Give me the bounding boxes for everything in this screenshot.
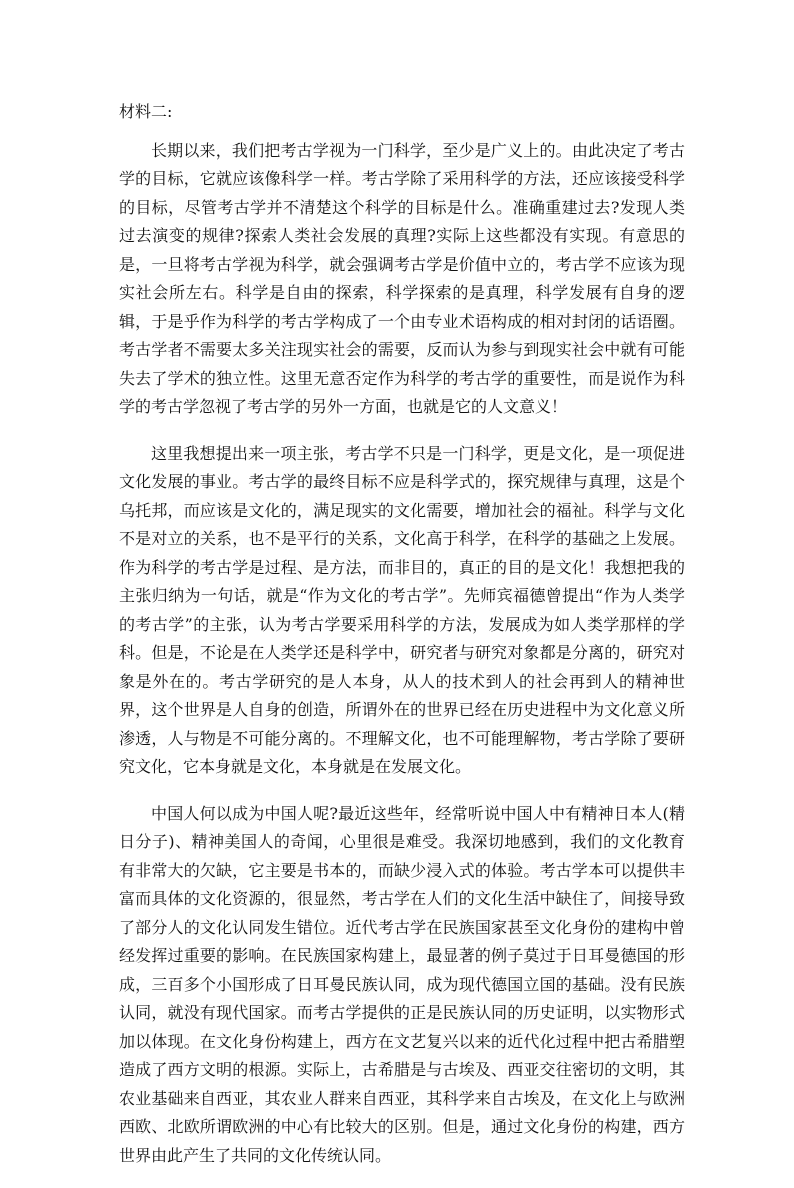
paragraph-3: 中国人何以成为中国人呢?最近这些年，经常听说中国人中有精神日本人(精日分子)、精神美国人的奇闻，心里很是难受。我深切地感到，我们的文化教育有非常大的欠缺，它主要是书本的，而缺少浸入式的体验。考古学本可以提供丰富而具体的文化资源的，很显然，考古学在人们的文化生活中缺住了，间接导致了部分人的文化认同发生错位。近代考古学在民族国家甚至文化身份的建构中曾经发挥过重要的影响。在民族国家构建上，最显著的例子莫过于日耳曼德国的形成，三百多个小国形成了日耳曼民族认同，成为现代德国立国的基础。没有民族认同，就没有现代国家。而考古学提供的正是民族认同的历史证明，以实物形式加以体现。在文化身份构建上，西方在文艺复兴以来的近代化过程中把古希腊塑造成了西方文明的根源。实际上，古希腊是与古埃及、西亚交往密切的文明，其农业基础来自西亚，其农业人群来自西亚，其科学来自古埃及，在文化上与欧洲西欧、北欧所谓欧洲的中心有比较大的区别。但是，通过文化身份的构建，西方世界由此产生了共同的文化传统认同。 xyxy=(119,803,685,1165)
section-heading: 材料二: xyxy=(119,102,173,121)
paragraph-1: 长期以来，我们把考古学视为一门科学，至少是广义上的。由此决定了考古学的目标，它就应该像科学一样。考古学除了采用科学的方法，还应该接受科学的目标，尽管考古学并不清楚这个科学的目标是什么。准确重建过去?发现人类过去演变的规律?探索人类社会发展的真理?实际上这些都没有实现。有意思的是，一旦将考古学视为科学，就会强调考古学是价值中立的，考古学不应该为现实社会所左右。科学是自由的探索，科学探索的是真理，科学发展有自身的逻辑，于是乎作为科学的考古学构成了一个由专业术语构成的相对封闭的话语圈。考古学者不需要太多关注现实社会的需要，反而认为参与到现实社会中就有可能失去了学术的独立性。这里无意否定作为科学的考古学的重要性，而是说作为科学的考古学忽视了考古学的另外一方面，也就是它的人文意义！ xyxy=(119,140,685,416)
paragraph-2: 这里我想提出来一项主张，考古学不只是一门科学，更是文化，是一项促进文化发展的事业。考古学的最终目标不应是科学式的，探究规律与真理，这是个乌托邦，而应该是文化的，满足现实的文化需要，增加社会的福祉。科学与文化不是对立的关系，也不是平行的关系，文化高于科学，在科学的基础之上发展。作为科学的考古学是过程、是方法，而非目的，真正的目的是文化！我想把我的主张归纳为一句话，就是“作为文化的考古学”。先师宾福德曾提出“作为人类学的考古学”的主张，认为考古学要采用科学的方法，发展成为如人类学那样的学科。但是，不论是在人类学还是科学中，研究者与研究对象都是分离的，研究对象是外在的。考古学研究的是人本身，从人的技术到人的社会再到人的精神世界，这个世界是人自身的创造，所谓外在的世界已经在历史进程中为文化意义所渗透，人与物是不可能分离的。不理解文化，也不可能理解物，考古学除了要研究文化，它本身就是文化，本身就是在发展文化。 xyxy=(119,443,685,776)
document-page xyxy=(119,98,685,1188)
